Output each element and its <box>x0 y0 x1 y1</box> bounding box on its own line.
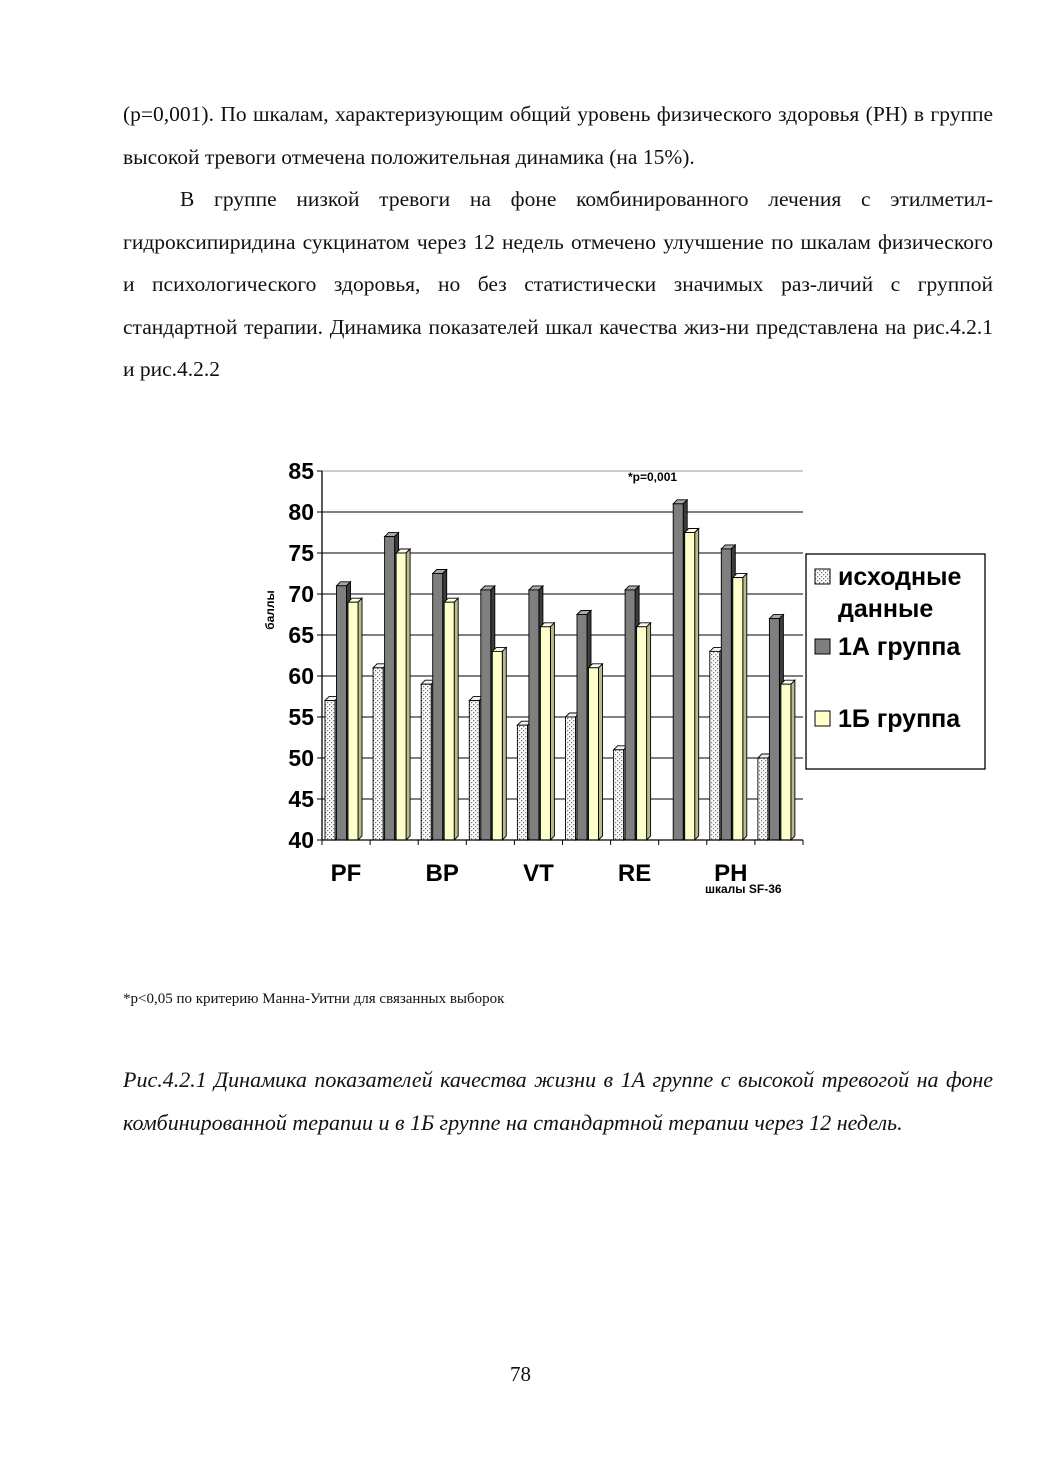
bar <box>540 623 554 840</box>
bar <box>781 680 795 840</box>
legend-label: 1Б группа <box>838 705 961 733</box>
bar <box>444 598 458 840</box>
bars <box>325 500 795 840</box>
y-tick-label: 45 <box>288 786 314 812</box>
bar <box>685 529 699 841</box>
page-number: 78 <box>510 1362 531 1386</box>
bar <box>396 549 410 840</box>
significance-annotation: *p=0,001 <box>628 470 678 484</box>
body-paragraph-1: (р=0,001). По шкалам, характеризующим общий уровень физического здоровья (PH) в группе высокой тревоги отмечена положительная динамика (на 15%). <box>123 102 993 169</box>
legend-label: исходные <box>838 563 962 591</box>
y-axis-label: баллы <box>263 590 277 630</box>
legend-swatch <box>815 711 830 726</box>
y-tick-label: 65 <box>288 622 314 648</box>
x-tick-label: BP <box>425 860 459 887</box>
x-tick-label: VT <box>523 860 554 887</box>
y-tick-label: 40 <box>288 827 314 853</box>
sf36-bar-chart <box>255 450 995 920</box>
legend-swatch <box>815 639 830 654</box>
legend-label: данные <box>838 595 934 623</box>
figure-caption: Рис.4.2.1 Динамика показателей качества жизни в 1А группе с высокой тревогой на фоне комбинированной терапии и в 1Б группе на стандартной терапии через 12 недель. <box>123 1067 993 1135</box>
legend-label: 1А группа <box>838 633 961 661</box>
body-paragraph-2: В группе низкой тревоги на фоне комбинированного лечения с этилметил-гидроксипиридина сукцинатом через 12 недель отмечено улучшение по шкалам физического и психологического здоровья, но без статистически значимых раз-личий с группой стандартной терапии. Динамика показателей шкал качества жиз-ни представлена на рис.4.2.1 и рис.4.2.2 <box>123 187 993 381</box>
bar <box>492 647 506 840</box>
y-tick-label: 70 <box>288 581 314 607</box>
legend <box>806 554 985 769</box>
y-tick-label: 75 <box>288 540 314 566</box>
x-axis-label: шкалы SF-36 <box>705 882 782 896</box>
y-tick-label: 80 <box>288 499 314 525</box>
bar <box>589 664 603 840</box>
bar <box>637 623 651 840</box>
legend-swatch <box>815 569 830 584</box>
x-tick-label: PH <box>714 860 748 887</box>
x-tick-label: PF <box>330 860 362 887</box>
y-tick-label: 60 <box>288 663 314 689</box>
x-tick-label: RE <box>617 860 652 887</box>
bar <box>733 574 747 840</box>
y-tick-label: 85 <box>288 458 314 484</box>
y-tick-label: 55 <box>288 704 314 730</box>
y-tick-label: 50 <box>288 745 314 771</box>
footnote: *p<0,05 по критерию Манна-Уитни для связанных выборок <box>123 991 505 1007</box>
bar <box>348 598 362 840</box>
